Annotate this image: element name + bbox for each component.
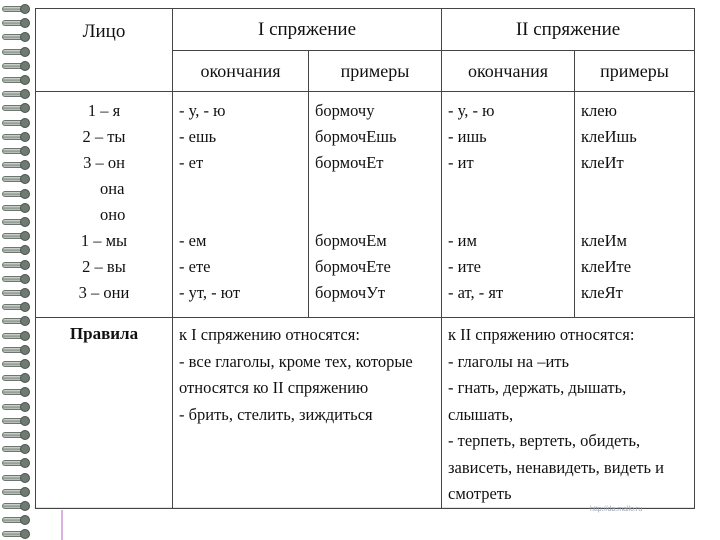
header-examples2: примеры — [575, 51, 695, 92]
rules-c2-line6: зависеть, ненавидеть, видеть и — [448, 457, 664, 477]
spiral-ring — [2, 416, 28, 425]
persons-cell — [36, 92, 173, 318]
header-face — [36, 9, 173, 92]
spiral-ring — [2, 316, 28, 325]
rules-title-cell — [36, 318, 173, 509]
conj1-endings-cell — [173, 92, 309, 318]
spiral-ring — [2, 402, 28, 411]
person-3s-n: оно — [100, 205, 126, 224]
rules-title: Правила — [69, 324, 139, 343]
rules-c2-line5: - терпеть, вертеть, обидеть, — [448, 431, 641, 450]
conj1-end-3p: - ут, - ют — [179, 283, 241, 302]
spiral-ring — [2, 61, 28, 70]
spiral-ring — [2, 515, 28, 524]
conj1-end-1p: - ем — [179, 231, 207, 250]
header-conj2: II спряжение — [442, 9, 695, 51]
spiral-ring — [2, 274, 28, 283]
spiral-ring — [2, 231, 28, 240]
conjugation-table — [35, 8, 695, 509]
conj1-ex-2p: бормочЕте — [315, 257, 391, 276]
header-conj1: I спряжение — [173, 9, 442, 51]
rules-c2-line2: - глаголы на –ить — [448, 351, 570, 371]
conj1-ex-1p: бормочЕм — [315, 231, 387, 250]
conj1-examples-cell — [309, 92, 442, 318]
spiral-ring — [2, 331, 28, 340]
spiral-ring — [2, 103, 28, 112]
person-2p: 2 – вы — [82, 257, 126, 276]
conj2-end-3p: - ат, - ят — [448, 283, 504, 302]
margin-line — [61, 510, 63, 540]
spiral-ring — [2, 430, 28, 439]
conj2-end-2s: - ишь — [448, 127, 487, 146]
spiral-ring — [2, 47, 28, 56]
person-3s-f: она — [100, 179, 125, 198]
rules-c1-line1: к I спряжению относятся: — [179, 325, 360, 344]
spiral-ring — [2, 387, 28, 396]
spiral-ring — [2, 487, 28, 496]
header-face-label: Лицо — [82, 21, 126, 42]
spiral-ring — [2, 89, 28, 98]
spiral-ring — [2, 245, 28, 254]
conj2-end-1s: - у, - ю — [448, 101, 495, 120]
rules-c1-line4: - брить, стелить, зиждиться — [179, 404, 373, 424]
rules-c2-line3: - гнать, держать, дышать, — [448, 378, 627, 397]
spiral-ring — [2, 118, 28, 127]
spiral-ring — [2, 18, 28, 27]
conj2-ex-3s: клеИт — [581, 153, 624, 172]
spiral-ring — [2, 302, 28, 311]
spiral-ring — [2, 160, 28, 169]
notebook-spiral — [0, 0, 30, 540]
conj2-examples-cell — [575, 92, 695, 318]
spiral-ring — [2, 444, 28, 453]
spiral-ring — [2, 373, 28, 382]
spiral-ring — [2, 203, 28, 212]
spiral-ring — [2, 260, 28, 269]
conj1-ex-3p: бормочУт — [315, 283, 386, 302]
conj2-ex-2s: клеИшь — [581, 127, 637, 146]
rules-c2-line1: к II спряжению относятся: — [448, 325, 635, 344]
conj1-ex-3s: бормочЕт — [315, 153, 384, 172]
spiral-ring — [2, 359, 28, 368]
spiral-ring — [2, 32, 28, 41]
rules-c1-line2: - все глаголы, кроме тех, которые — [179, 351, 413, 371]
conj1-end-3s: - ет — [179, 153, 204, 172]
conj2-ex-1p: клеИм — [581, 231, 627, 250]
rules-conj1-cell — [173, 318, 442, 509]
conj1-end-1s: - у, - ю — [179, 101, 226, 120]
rules-conj2-cell — [442, 318, 695, 509]
spiral-ring — [2, 473, 28, 482]
conj2-end-2p: - ите — [448, 257, 481, 276]
spiral-ring — [2, 75, 28, 84]
spiral-ring — [2, 529, 28, 538]
conj2-end-1p: - им — [448, 231, 477, 250]
rules-c2-line4: слышать, — [448, 404, 514, 424]
conj1-end-2p: - ете — [179, 257, 211, 276]
spiral-ring — [2, 146, 28, 155]
conj2-endings-cell — [442, 92, 575, 318]
header-endings1: окончания — [173, 51, 309, 92]
conj2-ex-3p: клеЯт — [581, 283, 623, 302]
spiral-ring — [2, 345, 28, 354]
rules-c2-line7: смотреть — [448, 484, 512, 503]
conj1-ex-1s: бормочу — [315, 101, 375, 120]
spiral-ring — [2, 174, 28, 183]
spiral-ring — [2, 458, 28, 467]
conj2-end-3s: - ит — [448, 153, 474, 172]
conj1-end-2s: - ешь — [179, 127, 217, 146]
conj1-ex-2s: бормочЕшь — [315, 127, 397, 146]
header-examples1: примеры — [309, 51, 442, 92]
person-2s: 2 – ты — [82, 127, 126, 146]
spiral-ring — [2, 501, 28, 510]
conj2-ex-1s: клею — [581, 101, 617, 120]
conj2-ex-2p: клеИте — [581, 257, 632, 276]
spiral-ring — [2, 288, 28, 297]
watermark-text: http://da.mallo.ru — [590, 506, 643, 513]
spiral-ring — [2, 189, 28, 198]
spiral-ring — [2, 4, 28, 13]
person-1p: 1 – мы — [80, 231, 128, 250]
person-3s: 3 – он — [83, 153, 125, 172]
spiral-ring — [2, 217, 28, 226]
header-endings2: окончания — [442, 51, 575, 92]
person-3p: 3 – они — [78, 283, 130, 302]
person-1s: 1 – я — [87, 101, 121, 120]
spiral-ring — [2, 132, 28, 141]
rules-c1-line3: относятся ко II спряжению — [179, 378, 369, 397]
